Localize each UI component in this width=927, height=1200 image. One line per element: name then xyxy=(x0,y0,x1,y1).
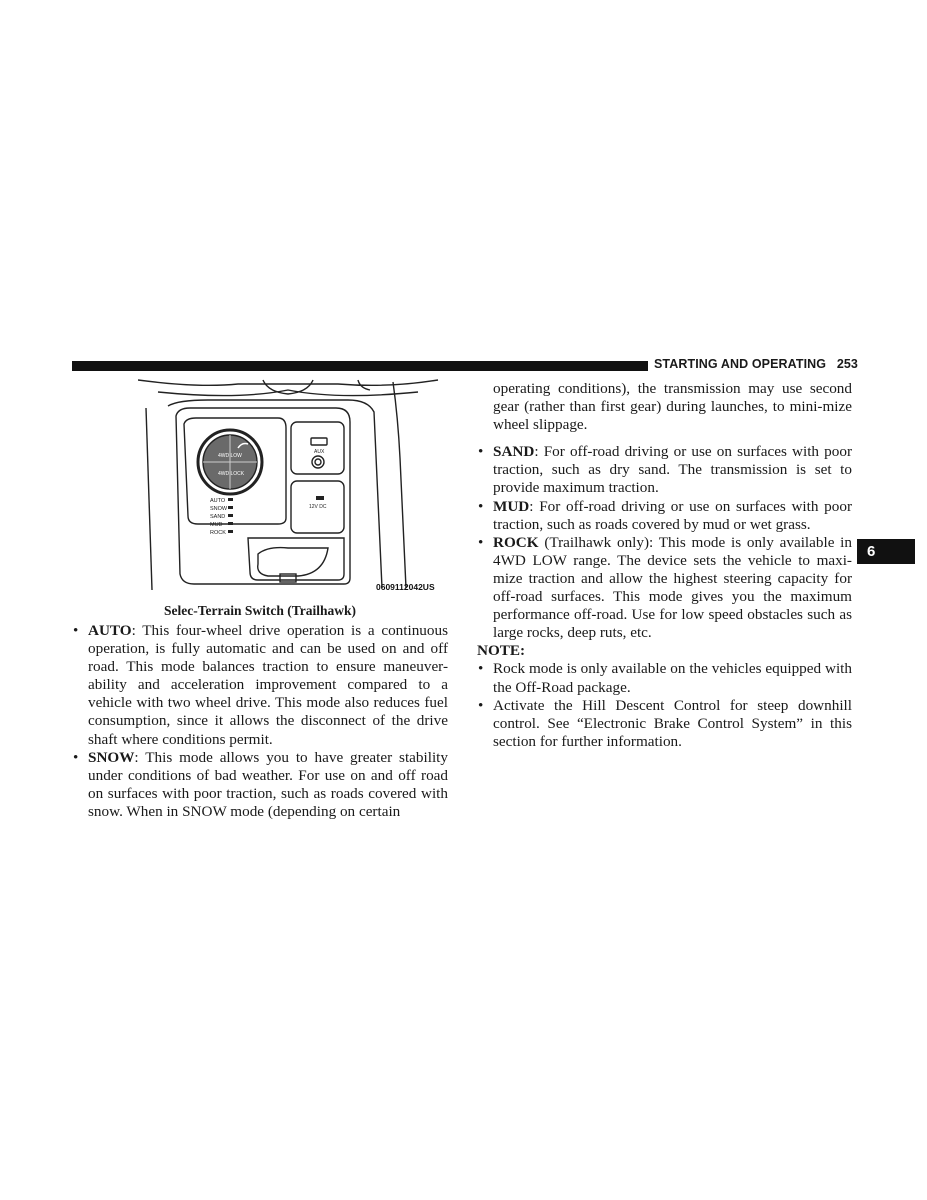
list-item: • MUD: For off-road driving or use on surfaces with poor traction, such as roads covered by mud or wet grass. xyxy=(478,497,852,533)
mode-label-auto: AUTO xyxy=(210,498,226,504)
knob-label-lock: 4WD LOCK xyxy=(218,471,245,477)
header-rule xyxy=(72,361,648,371)
mode-label-mud: MUD xyxy=(210,522,223,528)
left-column xyxy=(72,622,448,821)
term-sand: SAND xyxy=(493,443,535,461)
selec-terrain-figure xyxy=(138,378,448,600)
mode-label-rock: ROCK xyxy=(210,530,226,536)
note-heading: NOTE: xyxy=(477,642,526,660)
aux-port-label: AUX xyxy=(314,449,325,455)
page-number: 253 xyxy=(836,357,858,371)
note-item: • Activate the Hill Descent Control for steep downhill control. See “Electronic Brake Control System” in this section for further information. xyxy=(478,696,852,750)
term-snow: SNOW xyxy=(88,748,135,766)
selec-terrain-illustration xyxy=(138,378,448,600)
figure-caption: Selec-Terrain Switch (Trailhawk) xyxy=(164,603,356,618)
section-title: STARTING AND OPERATING xyxy=(654,357,827,371)
list-item: • ROCK (Trailhawk only): This mode is only available in 4WD LOW range. The device sets the vehicle to maxi-mize traction and allow the highest steering capacity for off-road surfaces. This mode gives you the maximum performance off-road. Use for low speed obstacles such as large rocks, deep ruts, etc. xyxy=(478,533,852,642)
note-item: • Rock mode is only available on the vehicles equipped with the Off-Road package. xyxy=(478,660,852,696)
mode-label-sand: SAND xyxy=(210,514,226,520)
term-mud: MUD xyxy=(493,497,530,515)
continued-paragraph: operating conditions), the transmission may use second gear (rather than first gear) during launches, to mini-mize wheel slippage. xyxy=(493,380,852,434)
chapter-tab: 6 xyxy=(857,539,915,564)
list-item: • SAND: For off-road driving or use on surfaces with poor traction, such as dry sand. The transmission is set to provide maximum traction. xyxy=(478,443,852,497)
figure-code: 0609112042US xyxy=(376,582,435,592)
list-item: • AUTO: This four-wheel drive operation is a continuous operation, is fully automatic and can be used on and off road. This mode balances traction to ensure maneuver-ability and acceleration improvement compared to a vehicle with two wheel drive. This mode also reduces fuel consumption, since it allows the disconnect of the drive shaft where conditions permit. xyxy=(73,622,448,748)
12v-port-label: 12V DC xyxy=(309,504,327,510)
term-auto: AUTO xyxy=(88,622,132,639)
term-rock: ROCK xyxy=(493,533,539,551)
list-item: • SNOW: This mode allows you to have greater stability under conditions of bad weather. For use on and off road on surfaces with poor traction, such as roads covered with snow. When in SNOW mode (depending on certain xyxy=(73,748,448,820)
mode-label-snow: SNOW xyxy=(210,506,228,512)
running-header xyxy=(654,357,858,371)
right-column xyxy=(477,380,852,751)
knob-label-low: 4WD LOW xyxy=(218,453,242,459)
